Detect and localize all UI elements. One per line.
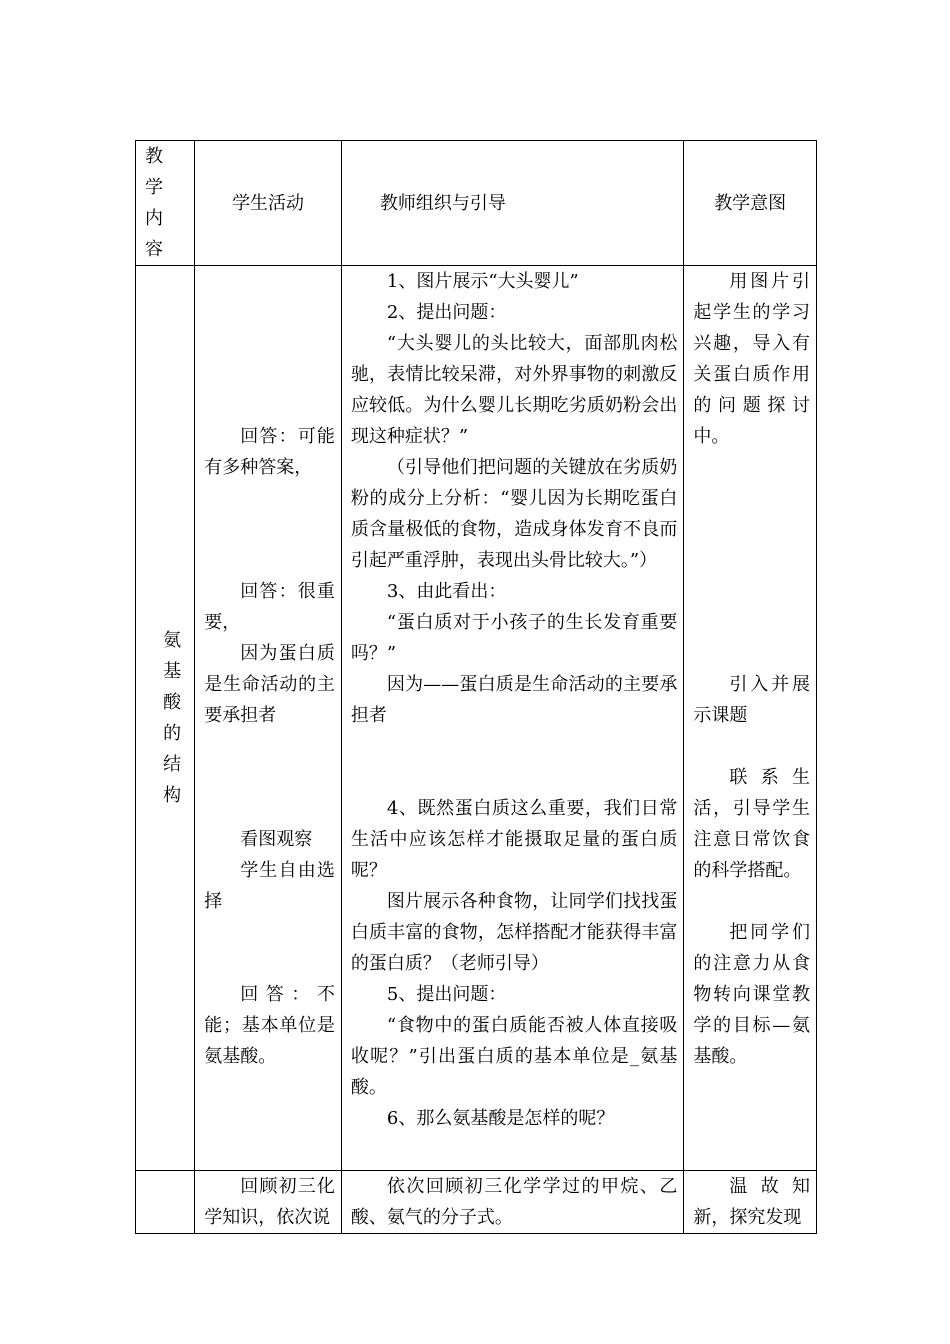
teacher-text: 4、既然蛋白质这么重要，我们日常生活中应该怎样才能摄取足量的蛋白质呢？: [350, 798, 678, 881]
header-teacher-guidance: 教师组织与引导: [341, 141, 684, 266]
teacher-text: 1、图片展示“大头婴儿”: [386, 271, 579, 292]
topic-char: 构: [163, 785, 182, 806]
student-text: 看图观察: [240, 829, 313, 850]
student-text: 回答：可能有多种答案，: [204, 426, 335, 478]
topic-char: 氨: [163, 630, 182, 651]
lesson-plan-table: [135, 140, 817, 1234]
teaching-intent-cell: [684, 266, 817, 1171]
teacher-text: （引导他们把问题的关键放在劣质奶粉的成分上分析：“婴儿因为长期吃蛋白质含量极低的食物，造成身体发育不良而引起严重浮肿，表现出头骨比较大。”）: [350, 457, 678, 571]
student-text: 回顾初三化学知识，依次说: [204, 1176, 335, 1228]
topic-char: 的: [163, 723, 182, 744]
topic-cell-empty: [136, 1171, 195, 1234]
intent-text: 温故知新，探究发现: [693, 1176, 810, 1228]
topic-char: 基: [163, 661, 182, 682]
teacher-guidance-cell: [341, 266, 684, 1171]
teacher-text: “大头婴儿的头比较大，面部肌肉松驰，表情比较呆滞，对外界事物的刺激反应较低。为什么婴儿长期吃劣质奶粉会出现这种症状？”: [350, 333, 678, 447]
student-text: 学生自由选择: [204, 860, 335, 912]
teacher-text: 因为——蛋白质是生命活动的主要承担者: [350, 674, 678, 726]
intent-text: 联系生活，引导学生注意日常饮食的科学搭配。: [693, 767, 810, 881]
intent-text: 用图片引起学生的学习兴趣，导入有关蛋白质作用的问题探讨中。: [693, 271, 810, 447]
teacher-text: 2、提出问题：: [386, 302, 507, 323]
topic-cell: [136, 266, 195, 1171]
topic-char: 结: [163, 754, 182, 775]
teacher-text: 3、由此看出：: [386, 581, 507, 602]
table-row: [136, 266, 817, 1171]
header-teaching-content: 教学内容: [136, 141, 195, 266]
intent-text: 引入并展示课题: [693, 674, 810, 726]
student-text: 回答：很重要，: [204, 581, 335, 633]
student-activity-cell: [195, 266, 342, 1171]
teacher-text: “食物中的蛋白质能否被人体直接吸收呢？”引出蛋白质的基本单位是_氨基酸。: [350, 1015, 678, 1098]
student-text: 回答：不能；基本单位是氨基酸。: [204, 984, 335, 1067]
teacher-text: “蛋白质对于小孩子的生长发育重要吗？”: [350, 612, 678, 664]
teacher-text: 图片展示各种食物，让同学们找找蛋白质丰富的食物，怎样搭配才能获得丰富的蛋白质？（老师引导）: [350, 891, 678, 974]
header-teaching-intent: 教学意图: [684, 141, 817, 266]
table-row: [136, 1171, 817, 1234]
teaching-intent-cell: [684, 1171, 817, 1234]
header-student-activity: 学生活动: [195, 141, 342, 266]
teacher-text: 6、那么氨基酸是怎样的呢？: [386, 1108, 615, 1129]
teacher-text: 5、提出问题：: [386, 984, 507, 1005]
table-header-row: [136, 141, 817, 266]
teacher-guidance-cell: [341, 1171, 684, 1234]
student-text: 因为蛋白质是生命活动的主要承担者: [204, 643, 335, 726]
intent-text: 把同学们的注意力从食物转向课堂教学的目标—氨基酸。: [693, 922, 810, 1067]
teacher-text: 依次回顾初三化学学过的甲烷、乙酸、氨气的分子式。: [350, 1176, 678, 1228]
student-activity-cell: [195, 1171, 342, 1234]
topic-char: 酸: [163, 692, 182, 713]
